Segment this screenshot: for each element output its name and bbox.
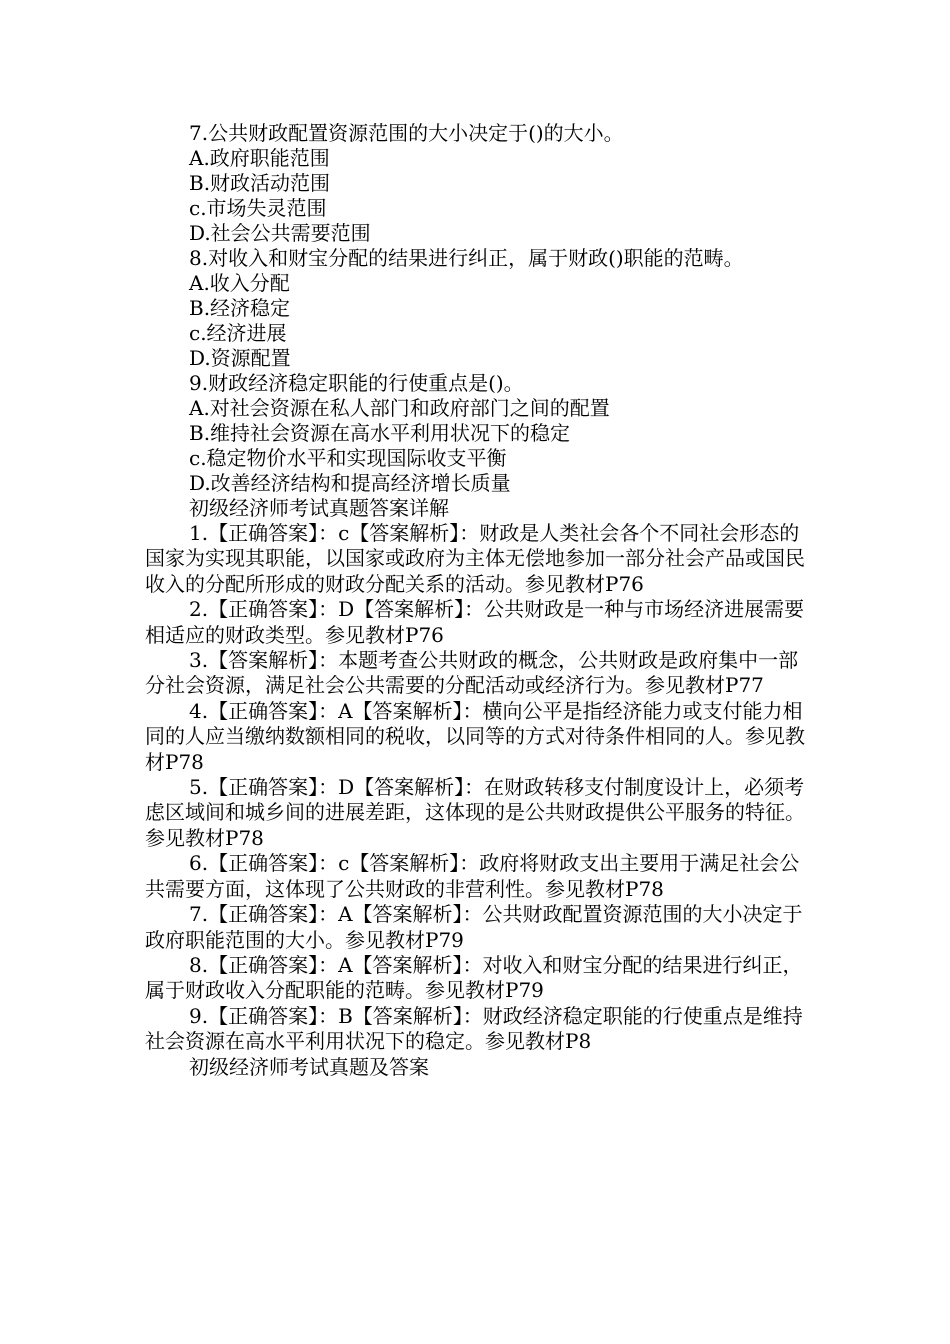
question-option: B.财政活动范围 bbox=[189, 171, 331, 195]
question-stem: 8.对收入和财宝分配的结果进行纠正，属于财政()职能的范畴。 bbox=[189, 246, 744, 270]
footer-heading: 初级经济师考试真题及答案 bbox=[189, 1054, 429, 1079]
answer-paragraph: 6.【正确答案】：c【答案解析】：政府将财政支出主要用于满足社会公共需要方面，这体现了公共财政的非营利性。参见教材P78 bbox=[145, 851, 800, 901]
document-body bbox=[145, 121, 810, 1080]
answer-paragraph: 8.【正确答案】：A【答案解析】：对收入和财宝分配的结果进行纠正，属于财政收入分配职能的范畴。参见教材P79 bbox=[145, 952, 803, 1003]
question-stem: 9.财政经济稳定职能的行使重点是()。 bbox=[189, 371, 524, 395]
answers-heading: 初级经济师考试真题答案详解 bbox=[189, 496, 449, 520]
question-option: B.经济稳定 bbox=[189, 296, 291, 320]
question-option: D.改善经济结构和提高经济增长质量 bbox=[189, 471, 511, 495]
question-8 bbox=[145, 246, 810, 371]
question-option: c.市场失灵范围 bbox=[189, 196, 327, 220]
question-option: c.稳定物价水平和实现国际收支平衡 bbox=[189, 446, 507, 470]
question-option: c.经济进展 bbox=[189, 321, 287, 345]
answer-paragraph: 3.【答案解析】：本题考查公共财政的概念，公共财政是政府集中一部分社会资源，满足社会公共需要的分配活动或经济行为。参见教材P77 bbox=[145, 648, 799, 698]
question-option: D.资源配置 bbox=[189, 346, 291, 370]
answer-paragraph: 7.【正确答案】：A【答案解析】：公共财政配置资源范围的大小决定于政府职能范围的大小。参见教材P79 bbox=[145, 902, 803, 952]
question-stem: 7.公共财政配置资源范围的大小决定于()的大小。 bbox=[189, 121, 624, 145]
answer-paragraph: 2.【正确答案】：D【答案解析】：公共财政是一种与市场经济进展需要相适应的财政类型。参见教材P76 bbox=[145, 597, 805, 647]
answer-paragraph: 4.【正确答案】：A【答案解析】：横向公平是指经济能力或支付能力相同的人应当缴纳数额相同的税收，以同等的方式对待条件相同的人。参见教材P78 bbox=[145, 698, 805, 774]
answer-paragraph: 5.【正确答案】：D【答案解析】：在财政转移支付制度设计上，必须考虑区域间和城乡间的进展差距，这体现的是公共财政提供公平服务的特征。参见教材P78 bbox=[145, 775, 805, 850]
answer-paragraph: 1.【正确答案】：c【答案解析】：财政是人类社会各个不同社会形态的国家为实现其职能，以国家或政府为主体无偿地参加一部分社会产品或国民收入的分配所形成的财政分配关系的活动。参见教材P76 bbox=[145, 521, 805, 596]
question-option: D.社会公共需要范围 bbox=[189, 221, 371, 245]
answers-list bbox=[145, 521, 810, 1055]
question-option: A.对社会资源在私人部门和政府部门之间的配置 bbox=[189, 396, 610, 420]
question-option: B.维持社会资源在高水平利用状况下的稳定 bbox=[189, 421, 571, 445]
question-7 bbox=[145, 121, 810, 246]
answer-paragraph: 9.【正确答案】：B【答案解析】：财政经济稳定职能的行使重点是维持社会资源在高水平利用状况下的稳定。参见教材P8 bbox=[145, 1003, 803, 1054]
question-option: A.收入分配 bbox=[189, 271, 290, 295]
question-option: A.政府职能范围 bbox=[189, 146, 330, 170]
question-9 bbox=[145, 371, 810, 496]
